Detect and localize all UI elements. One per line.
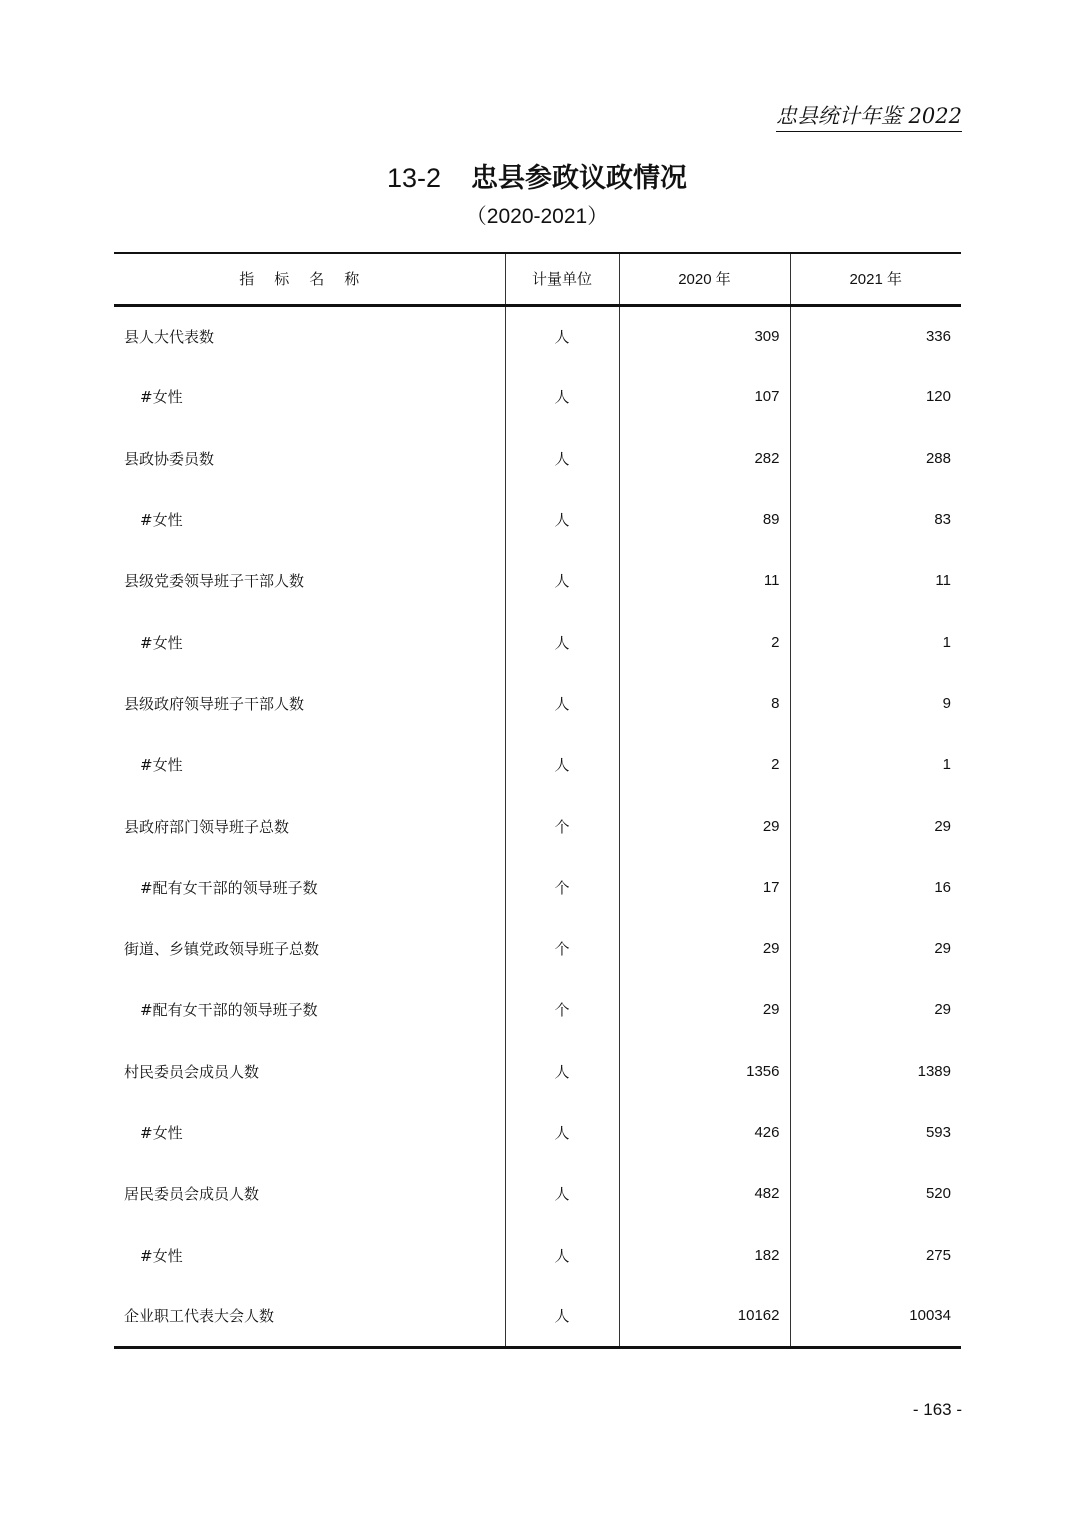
row-unit: 人 — [505, 1041, 619, 1102]
row-indicator-name: #配有女干部的领导班子数 — [114, 979, 505, 1040]
row-unit: 人 — [505, 428, 619, 489]
row-unit: 人 — [505, 305, 619, 366]
table-row — [114, 918, 961, 979]
row-value-2020: 29 — [619, 979, 790, 1040]
row-unit: 个 — [505, 979, 619, 1040]
table-row — [114, 734, 961, 795]
running-head: 忠县统计年鉴 2022 — [776, 100, 962, 132]
row-indicator-name: 居民委员会成员人数 — [114, 1163, 505, 1224]
row-unit: 人 — [505, 550, 619, 611]
row-value-2021: 11 — [935, 572, 951, 590]
row-indicator-name: 县政府部门领导班子总数 — [114, 795, 505, 856]
row-value-2021: 9 — [942, 694, 951, 712]
table-row — [114, 673, 961, 734]
page-number: - 163 - — [912, 1400, 962, 1419]
row-value-2021: 1389 — [917, 1062, 951, 1080]
row-value-2020: 11 — [619, 550, 790, 611]
row-value-2021: 336 — [925, 327, 951, 345]
row-value-2020: 29 — [619, 918, 790, 979]
row-unit: 人 — [505, 489, 619, 550]
row-unit: 人 — [505, 1163, 619, 1224]
row-unit: 人 — [505, 1224, 619, 1285]
row-unit: 个 — [505, 857, 619, 918]
row-indicator-name: #女性 — [114, 489, 505, 550]
row-indicator-name: #女性 — [114, 1224, 505, 1285]
row-unit: 人 — [505, 1102, 619, 1163]
row-indicator-name: #女性 — [114, 611, 505, 672]
row-unit: 个 — [505, 918, 619, 979]
row-unit: 人 — [505, 611, 619, 672]
row-unit: 人 — [505, 366, 619, 427]
table-row — [114, 611, 961, 672]
row-indicator-name: 县级党委领导班子干部人数 — [114, 550, 505, 611]
header-indicator-name: 指标名称 — [114, 253, 505, 305]
table-header-row — [114, 253, 961, 305]
row-value-2020: 2 — [619, 611, 790, 672]
table-row — [114, 366, 961, 427]
row-value-2021: 1 — [942, 633, 951, 651]
row-value-2021: 288 — [925, 449, 951, 467]
row-value-2021: 520 — [925, 1185, 951, 1203]
row-indicator-name: 县级政府领导班子干部人数 — [114, 673, 505, 734]
row-value-2021: 83 — [934, 511, 951, 529]
header-unit: 计量单位 — [505, 253, 619, 305]
row-indicator-name: 县政协委员数 — [114, 428, 505, 489]
table-body — [114, 305, 961, 1347]
row-value-2020: 107 — [619, 366, 790, 427]
row-value-2020: 17 — [619, 857, 790, 918]
table-row — [114, 857, 961, 918]
row-value-2020: 426 — [619, 1102, 790, 1163]
row-value-2021: 10034 — [790, 1286, 961, 1347]
table-row — [114, 1041, 961, 1102]
row-unit: 人 — [505, 1286, 619, 1347]
row-indicator-name: #女性 — [114, 1102, 505, 1163]
table-row — [114, 489, 961, 550]
row-value-2021: 593 — [925, 1124, 951, 1141]
header-2021: 2021 年 — [790, 253, 961, 305]
row-value-2020: 89 — [619, 489, 790, 550]
row-indicator-name: #配有女干部的领导班子数 — [114, 857, 505, 918]
header-2020: 2020 年 — [619, 253, 790, 305]
row-value-2021: 29 — [934, 817, 951, 835]
table-row — [114, 428, 961, 489]
table-row — [114, 1102, 961, 1163]
row-indicator-name: #女性 — [114, 734, 505, 795]
row-value-2020: 29 — [619, 795, 790, 856]
row-indicator-name: 街道、乡镇党政领导班子总数 — [114, 918, 505, 979]
row-value-2021: 275 — [925, 1246, 951, 1264]
row-value-2020: 309 — [619, 305, 790, 366]
row-value-2021: 1 — [942, 756, 951, 774]
row-unit: 个 — [505, 795, 619, 856]
row-unit: 人 — [505, 673, 619, 734]
table-row — [114, 1224, 961, 1285]
row-value-2020: 1356 — [619, 1041, 790, 1102]
row-unit: 人 — [505, 734, 619, 795]
row-indicator-name: 村民委员会成员人数 — [114, 1041, 505, 1102]
table-row — [114, 1163, 961, 1224]
row-value-2021: 29 — [934, 940, 951, 958]
table-title — [0, 156, 1074, 195]
row-value-2021: 16 — [934, 878, 951, 896]
row-value-2020: 8 — [619, 673, 790, 734]
row-value-2020: 2 — [619, 734, 790, 795]
row-value-2021: 120 — [925, 388, 951, 406]
row-value-2020: 282 — [619, 428, 790, 489]
table-row — [114, 550, 961, 611]
table-row — [114, 795, 961, 856]
row-indicator-name: 企业职工代表大会人数 — [114, 1286, 505, 1347]
table-number: 13-2 — [386, 163, 442, 193]
table-title-text: 忠县参政议政情况 — [471, 163, 688, 194]
table-subtitle: （2020-2021） — [465, 205, 609, 228]
row-value-2020: 482 — [619, 1163, 790, 1224]
row-value-2021: 29 — [934, 1001, 951, 1019]
row-indicator-name: #女性 — [114, 366, 505, 427]
row-value-2020: 182 — [619, 1224, 790, 1285]
table-row — [114, 1286, 961, 1347]
row-value-2020: 10162 — [619, 1286, 790, 1347]
statistics-table — [114, 252, 961, 1349]
table-row — [114, 979, 961, 1040]
table-row — [114, 305, 961, 366]
row-indicator-name: 县人大代表数 — [114, 305, 505, 366]
